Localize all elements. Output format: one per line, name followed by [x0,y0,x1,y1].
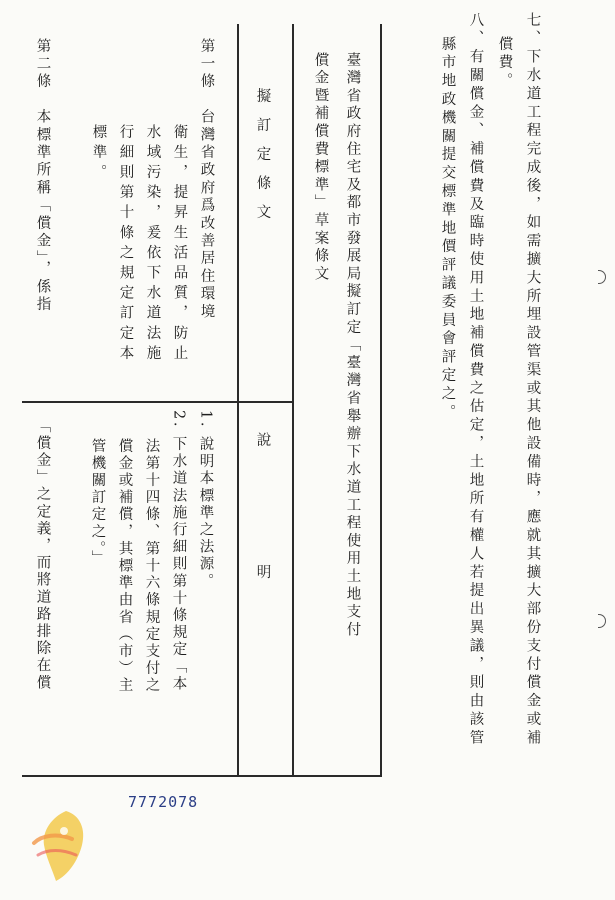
taiwan-map-watermark-icon [22,805,102,885]
article-line: 第二條 本標準所稱「償金」，係指 [34,38,51,314]
column-header-explanation: 說 明 [254,432,271,581]
column-header-articles: 擬 訂 定 條 文 [254,88,271,219]
explanation-line: 管機關訂定之。」 [89,438,106,568]
article-line: 行細則第十條之規定訂定本 [117,124,134,366]
document-title-line1: 臺灣省政府住宅及都市發展局擬訂定「臺灣省舉辦下水道工程使用土地支付 [344,52,361,640]
explanation-line: 法第十四條、第十六條規定支付之 [143,438,160,695]
clause-eight-line2: 縣市地政機關提交標準地價評議委員會評定之。 [439,36,456,423]
article-line: 第一條 台灣省政府爲改善居住環境 [198,38,215,322]
explanation-line: 2. 下水道法施行細則第十條規定「本 [170,410,187,693]
table-bottom-border [22,775,382,777]
label-column-divider [237,24,239,776]
section-horizontal-divider [22,401,293,403]
article-line: 水域污染，爰依下水道法施 [144,124,161,366]
clause-seven-line2: 償費。 [496,36,513,92]
clause-eight-line1: 八、有關償金、補償費及臨時使用土地補償費之估定，土地所有權人若提出異議，則由該管 [467,12,484,748]
clause-seven-line1: 七、下水道工程完成後，如需擴大所埋設管渠或其他設備時，應就其擴大部份支付償金或補 [524,12,541,748]
document-title-line2: 償金暨補償費標準」草案條文 [312,52,329,284]
explanation-line: 償金或補償，其標準由省（市）主 [116,438,133,695]
binding-hole [598,614,606,628]
serial-number: 7772078 [128,793,199,811]
explanation-line: 「償金」之定義，而將道路排除在償 [34,418,51,692]
article-line: 衛生，提昇生活品質，防止 [171,124,188,366]
title-column-divider [292,24,294,776]
binding-hole [598,270,606,284]
table-right-border [380,24,382,776]
explanation-line: 1. 說明本標準之法源。 [197,410,214,591]
article-line: 標準。 [90,124,107,185]
